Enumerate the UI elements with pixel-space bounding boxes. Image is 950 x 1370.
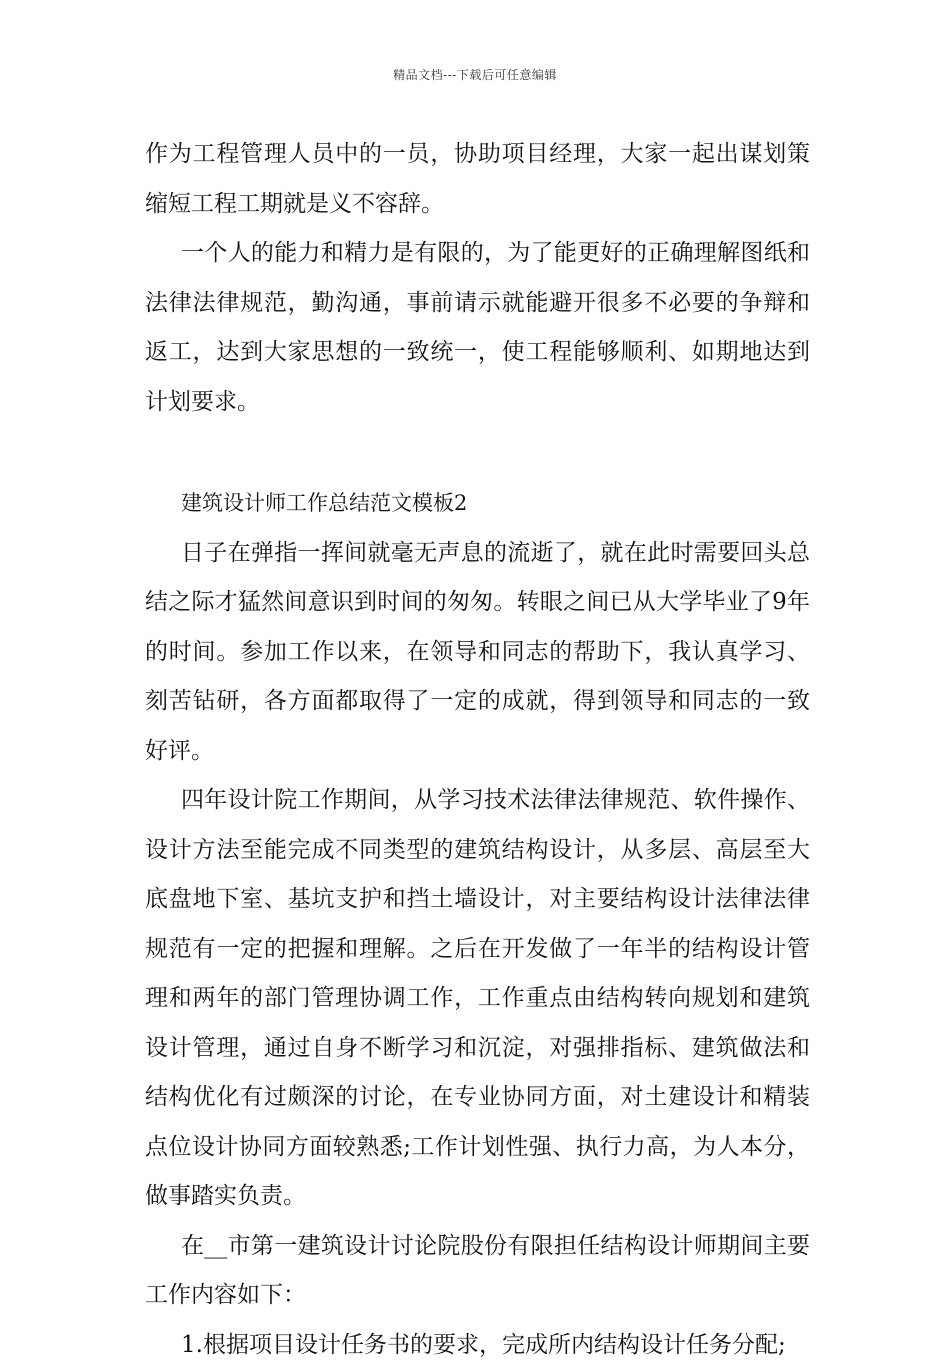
paragraph-continuation: 作为工程管理人员中的一员，协助项目经理，大家一起出谋划策缩短工程工期就是义不容辞。 bbox=[145, 130, 810, 229]
list-item: 1.根据项目设计任务书的要求，完成所内结构设计任务分配; bbox=[145, 1321, 810, 1370]
section-heading: 建筑设计师工作总结范文模板2 bbox=[145, 479, 810, 529]
page-header: 精品文档---下载后可任意编辑 bbox=[0, 66, 950, 83]
paragraph: 一个人的能力和精力是有限的，为了能更好的正确理解图纸和法律法律规范，勤沟通，事前请示就能避开很多不必要的争辩和返工，达到大家思想的一致统一，使工程能够顺利、如期地达到计划要求。 bbox=[145, 229, 810, 427]
paragraph: 在__市第一建筑设计讨论院股份有限担任结构设计师期间主要工作内容如下： bbox=[145, 1222, 810, 1321]
document-body bbox=[145, 130, 810, 1370]
paragraph: 日子在弹指一挥间就毫无声息的流逝了，就在此时需要回头总结之际才猛然间意识到时间的匆匆。转眼之间已从大学毕业了9年的时间。参加工作以来，在领导和同志的帮助下，我认真学习、刻苦钻研，各方面都取得了一定的成就，得到领导和同志的一致好评。 bbox=[145, 529, 810, 777]
paragraph: 四年设计院工作期间，从学习技术法律法律规范、软件操作、设计方法至能完成不同类型的建筑结构设计，从多层、高层至大底盘地下室、基坑支护和挡土墙设计，对主要结构设计法律法律规范有一定的把握和理解。之后在开发做了一年半的结构设计管理和两年的部门管理协调工作，工作重点由结构转向规划和建筑设计管理，通过自身不断学习和沉淀，对强排指标、建筑做法和结构优化有过颇深的讨论，在专业协同方面，对土建设计和精装点位设计协同方面较熟悉;工作计划性强、执行力高，为人本分，做事踏实负责。 bbox=[145, 776, 810, 1222]
